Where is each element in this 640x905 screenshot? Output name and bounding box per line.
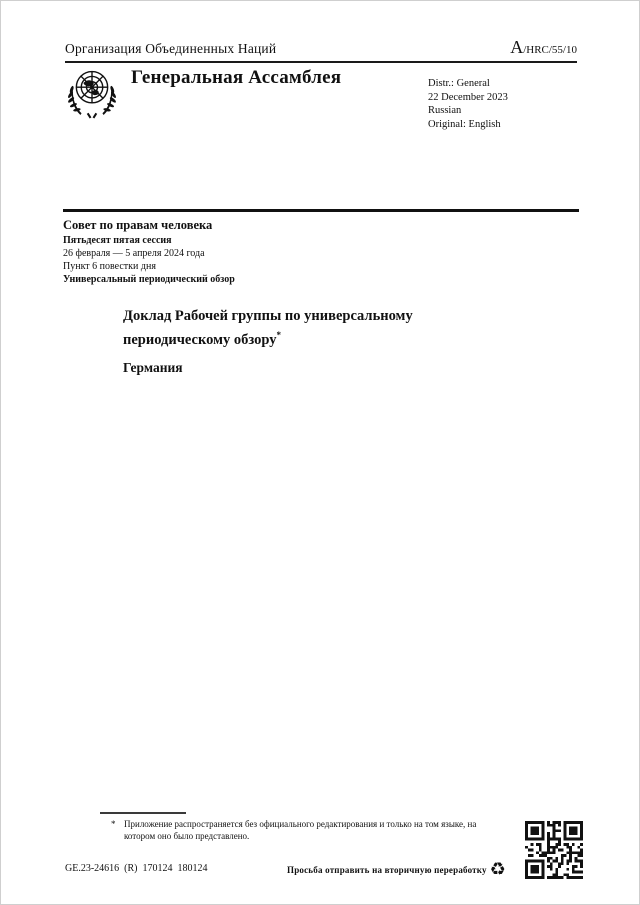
section-rule bbox=[63, 209, 579, 212]
session-block bbox=[63, 217, 235, 286]
un-emblem-icon bbox=[63, 64, 121, 122]
report-title bbox=[123, 307, 448, 349]
recycle-notice bbox=[287, 861, 506, 879]
document-symbol bbox=[510, 37, 577, 58]
agenda-item: Пункт 6 повестки дня bbox=[63, 261, 156, 272]
distribution-block bbox=[428, 77, 508, 131]
report-title-text: Доклад Рабочей группы по универсальному периодическому обзору bbox=[123, 308, 413, 348]
qr-code bbox=[525, 821, 583, 879]
assembly-title: Генеральная Ассамблея bbox=[131, 67, 342, 88]
document-symbol-number: /HRC/55/10 bbox=[523, 44, 577, 56]
header-rule bbox=[65, 61, 577, 63]
language-line: Russian bbox=[428, 105, 462, 116]
footnote bbox=[111, 818, 503, 842]
org-name: Организация Объединенных Наций bbox=[65, 41, 277, 56]
agenda-topic: Универсальный периодический обзор bbox=[63, 274, 235, 285]
ge-document-number: GE.23-24616 (R) 170124 180124 bbox=[65, 863, 208, 874]
original-language-line: Original: English bbox=[428, 118, 501, 130]
country-name: Германия bbox=[123, 360, 183, 375]
date-line: 22 December 2023 bbox=[428, 91, 508, 103]
title-footnote-marker: * bbox=[276, 329, 281, 340]
recycle-notice-text: Просьба отправить на вторичную переработку bbox=[287, 865, 487, 875]
recycle-icon: ♻ bbox=[489, 859, 506, 880]
footnote-marker: * bbox=[111, 819, 116, 829]
session-title: Пятьдесят пятая сессия bbox=[63, 235, 172, 246]
document-symbol-series: A bbox=[510, 37, 524, 57]
council-name: Совет по правам человека bbox=[63, 218, 213, 232]
distr-line: Distr.: General bbox=[428, 78, 490, 89]
footnote-rule bbox=[100, 812, 186, 814]
footnote-text: Приложение распространяется без официального редактирования и только на том языке, на котором оно было представлено. bbox=[124, 819, 477, 841]
session-dates: 26 февраля — 5 апреля 2024 года bbox=[63, 248, 205, 259]
